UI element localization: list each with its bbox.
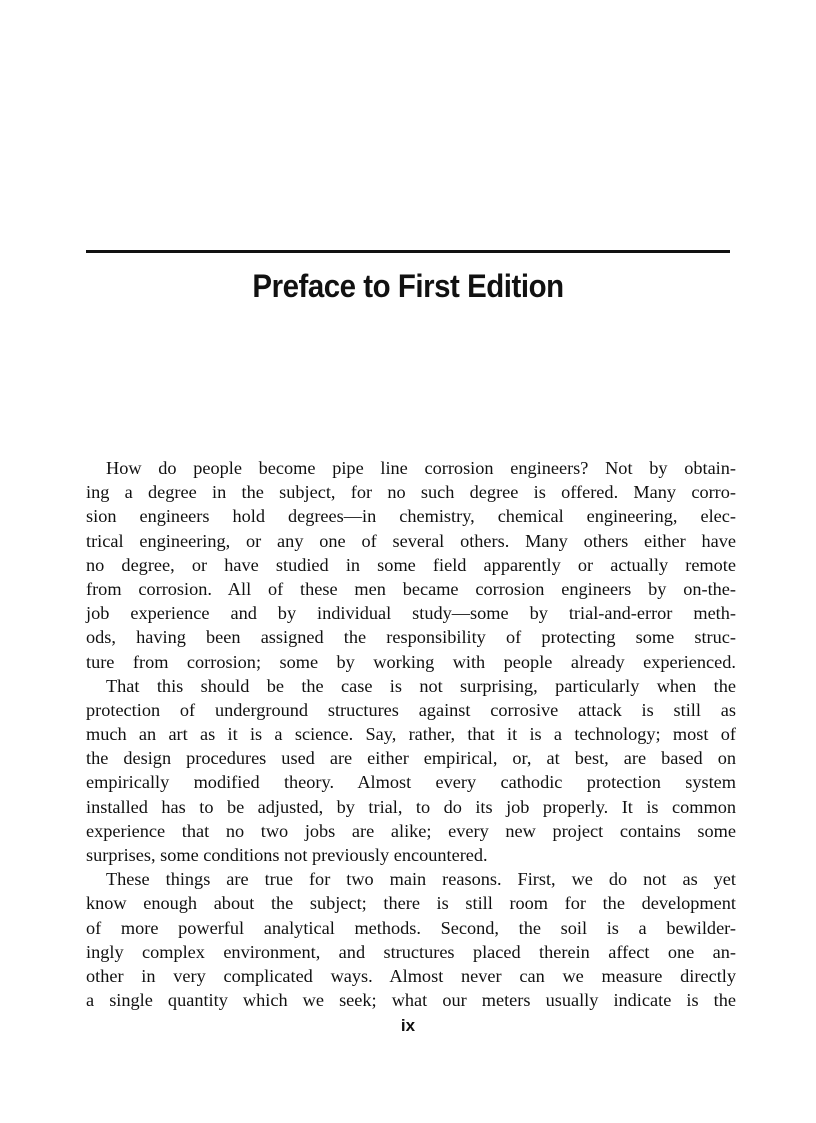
text-line: ingly complex environment, and structures placed therein affect one an- (86, 941, 736, 962)
text-line: installed has to be adjusted, by trial, to do its job properly. It is common (86, 796, 736, 817)
text-line: ture from corrosion; some by working with people already experienced. (86, 651, 736, 672)
text-line: How do people become pipe line corrosion engineers? Not by obtain- (106, 458, 736, 478)
title-rule (86, 250, 730, 253)
text-line: empirically modified theory. Almost every cathodic protection system (86, 772, 736, 793)
text-line: surprises, some conditions not previously encountered. (86, 845, 488, 865)
text-line: These things are true for two main reasons. First, we do not as yet (106, 869, 736, 890)
text-line: know enough about the subject; there is still room for the development (86, 893, 736, 914)
text-line: trical engineering, or any one of several others. Many others either have (86, 530, 736, 551)
text-line: no degree, or have studied in some field apparently or actually remote (86, 554, 736, 575)
text-line: job experience and by individual study—some by trial-and-error meth- (86, 603, 736, 624)
text-line: much an art as it is a science. Say, rather, that it is a technology; most of (86, 724, 736, 745)
text-line: a single quantity which we seek; what our meters usually indicate is the (86, 990, 736, 1011)
text-line: That this should be the case is not surprising, particularly when the (106, 675, 736, 696)
text-line: the design procedures used are either empirical, or, at best, are based on (86, 748, 736, 769)
page-number: ix (400, 1016, 416, 1035)
page-title: Preface to First Edition (252, 268, 564, 304)
text-line: of more powerful analytical methods. Second, the soil is a bewilder- (86, 917, 736, 938)
preface-body (86, 456, 736, 1012)
text-line: ods, having been assigned the responsibility of protecting some struc- (86, 627, 736, 648)
text-line: from corrosion. All of these men became corrosion engineers by on-the- (86, 578, 736, 599)
text-line: ing a degree in the subject, for no such degree is offered. Many corro- (86, 482, 736, 503)
text-line: experience that no two jobs are alike; every new project contains some (86, 820, 736, 841)
text-line: other in very complicated ways. Almost never can we measure directly (86, 965, 736, 986)
text-line: sion engineers hold degrees—in chemistry, chemical engineering, elec- (86, 506, 736, 527)
text-line: protection of underground structures against corrosive attack is still as (86, 699, 736, 720)
